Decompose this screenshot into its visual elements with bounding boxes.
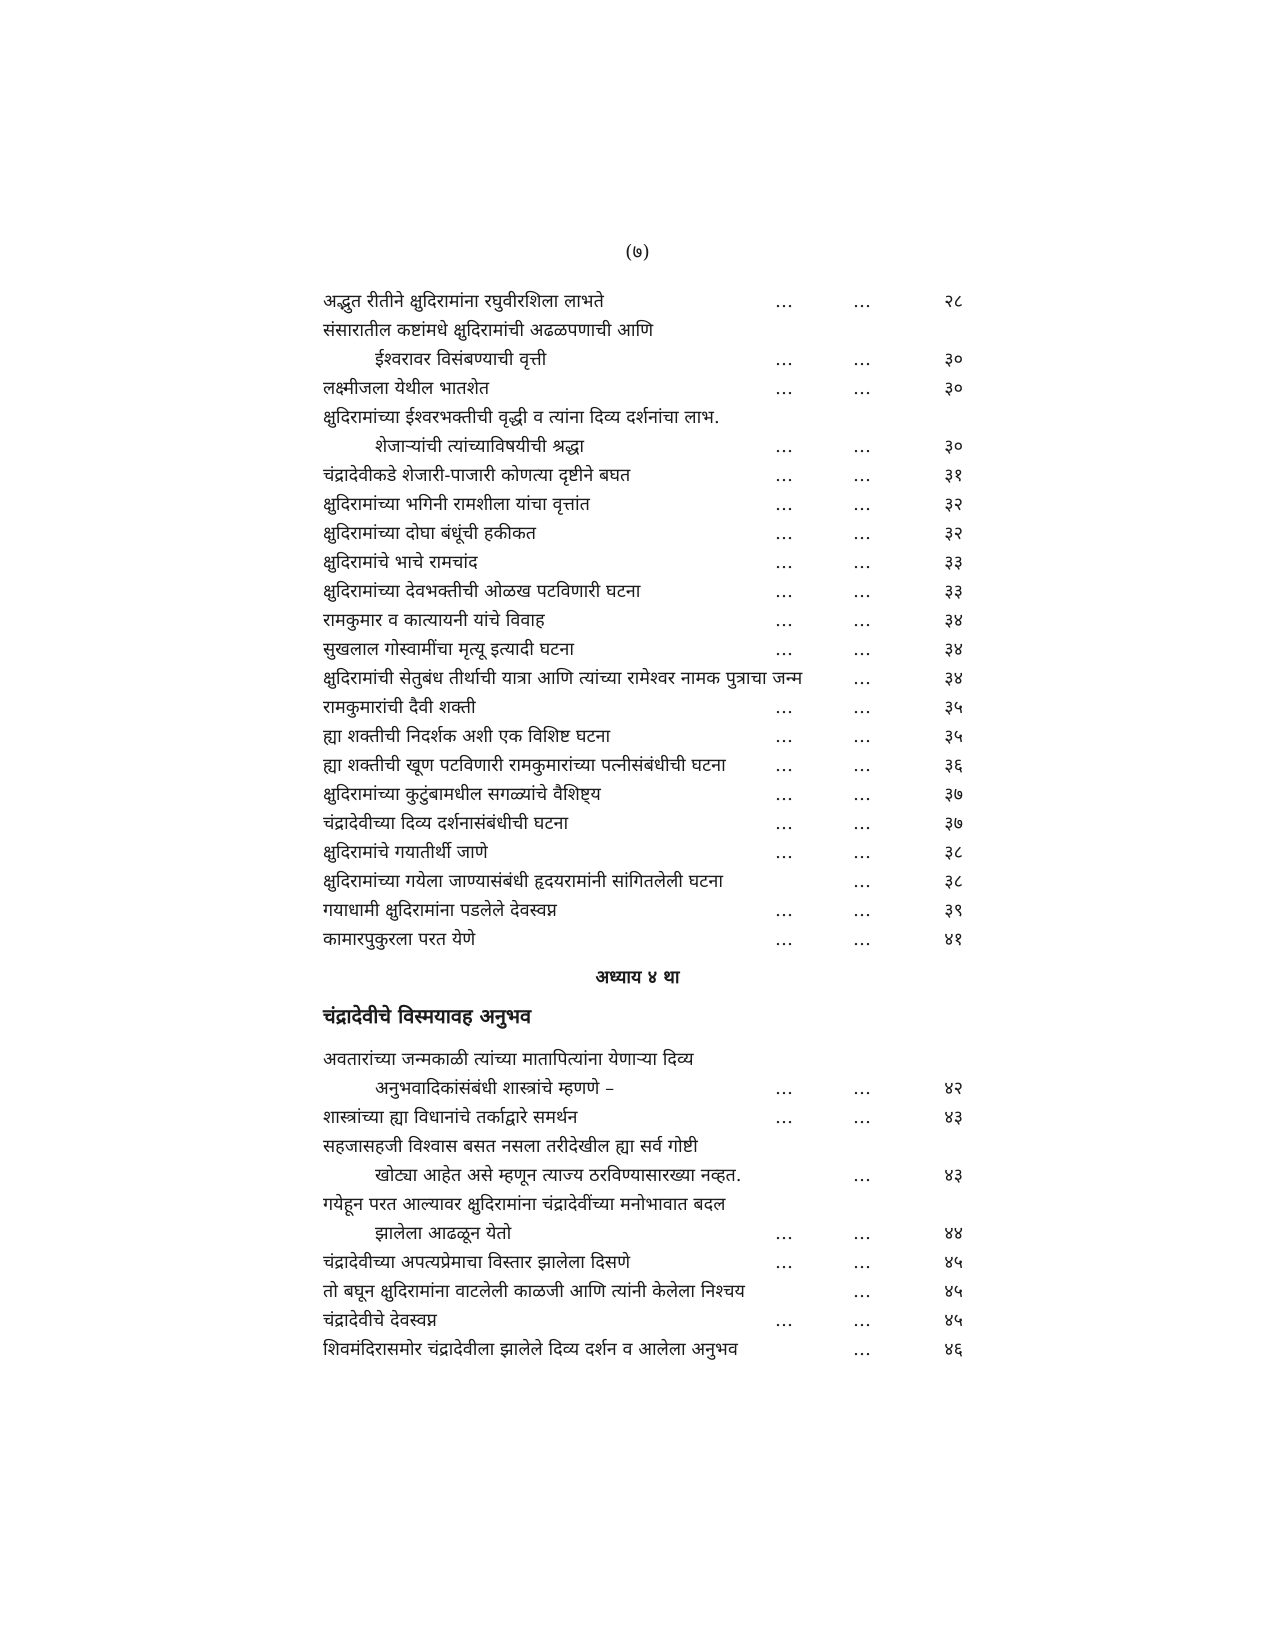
leader-dots: … bbox=[775, 929, 793, 950]
leader-dots: … bbox=[853, 1107, 871, 1128]
chapter-heading: अध्याय ४ था bbox=[595, 967, 680, 988]
leader-dots: … bbox=[775, 842, 793, 863]
leader-dots: … bbox=[775, 436, 793, 457]
leader-dots: … bbox=[775, 291, 793, 312]
leader-dots: … bbox=[775, 349, 793, 370]
toc-entry-title: अवतारांच्या जन्मकाळी त्यांच्या मातापित्यांना येणाऱ्या दिव्य bbox=[323, 1049, 694, 1070]
toc-entry-page: ३५ bbox=[944, 697, 963, 718]
toc-entry-page: २८ bbox=[944, 291, 963, 312]
leader-dots: … bbox=[853, 697, 871, 718]
toc-entry bbox=[323, 374, 963, 403]
leader-dots: … bbox=[775, 378, 793, 399]
toc-entry-page: ३० bbox=[944, 349, 963, 370]
leader-dots: … bbox=[853, 465, 871, 486]
toc-entry-page: ३७ bbox=[944, 784, 963, 805]
toc-entry bbox=[323, 577, 963, 606]
toc-entry-title: ईश्वरावर विसंबण्याची वृत्ती bbox=[375, 349, 547, 370]
toc-entry-title: अद्भुत रीतीने क्षुदिरामांना रघुवीरशिला लाभते bbox=[323, 291, 604, 312]
toc-entry bbox=[323, 1219, 963, 1248]
leader-dots: … bbox=[853, 784, 871, 805]
toc-entry-title: क्षुदिरामांचे भाचे रामचांद bbox=[323, 552, 478, 573]
leader-dots: … bbox=[775, 784, 793, 805]
toc-entry-title: झालेला आढळून येतो bbox=[375, 1223, 512, 1244]
leader-dots: … bbox=[853, 1223, 871, 1244]
toc-entry-page: ३० bbox=[944, 436, 963, 457]
leader-dots: … bbox=[775, 1078, 793, 1099]
toc-entry-page: ४५ bbox=[944, 1310, 963, 1331]
toc-entry-title: क्षुदिरामांच्या दोघा बंधूंची हकीकत bbox=[323, 523, 537, 544]
leader-dots: … bbox=[775, 697, 793, 718]
toc-entry-title: तो बघून क्षुदिरामांना वाटलेली काळजी आणि त्यांनी केलेला निश्चय bbox=[323, 1281, 745, 1302]
toc-entry-page: ४३ bbox=[944, 1165, 963, 1186]
leader-dots: … bbox=[775, 465, 793, 486]
toc-entry bbox=[323, 751, 963, 780]
toc-entry-page: ३८ bbox=[944, 871, 963, 892]
toc-entry-page: ३३ bbox=[944, 581, 963, 602]
toc-entry-title: शास्त्रांच्या ह्या विधानांचे तर्काद्वारे समर्थन bbox=[323, 1107, 578, 1128]
leader-dots: … bbox=[853, 929, 871, 950]
leader-dots: … bbox=[853, 436, 871, 457]
toc-entry bbox=[323, 1306, 963, 1335]
toc-entry-title: सुखलाल गोस्वामींचा मृत्यू इत्यादी घटना bbox=[323, 639, 574, 660]
leader-dots: … bbox=[853, 581, 871, 602]
toc-entry bbox=[323, 635, 963, 664]
leader-dots: … bbox=[775, 755, 793, 776]
toc-entry-page: ४६ bbox=[944, 1339, 963, 1360]
toc-entry-page: ३० bbox=[944, 378, 963, 399]
toc-entry-page: ३१ bbox=[944, 465, 963, 486]
toc-entry-page: ३९ bbox=[944, 900, 963, 921]
toc-entry bbox=[323, 1277, 963, 1306]
leader-dots: … bbox=[853, 871, 871, 892]
toc-entry bbox=[323, 1248, 963, 1277]
toc-entry-page: ३५ bbox=[944, 726, 963, 747]
section-title: चंद्रादेवीचे विस्मयावह अनुभव bbox=[323, 1004, 532, 1028]
toc-entry-title: क्षुदिरामांचे गयातीर्थी जाणे bbox=[323, 842, 488, 863]
leader-dots: … bbox=[853, 1165, 871, 1186]
toc-entry bbox=[323, 1161, 963, 1190]
toc-entry-title: क्षुदिरामांच्या कुटुंबामधील सगळ्यांचे वैशिष्ट्य bbox=[323, 784, 601, 805]
toc-entry bbox=[323, 316, 963, 345]
toc-entry bbox=[323, 1335, 963, 1364]
leader-dots: … bbox=[775, 639, 793, 660]
toc-entry-title: अनुभवादिकांसंबंधी शास्त्रांचे म्हणणे – bbox=[375, 1078, 615, 1099]
toc-entry bbox=[323, 287, 963, 316]
toc-entry-title: रामकुमारांची दैवी शक्ती bbox=[323, 697, 476, 718]
toc-entry-page: ३८ bbox=[944, 842, 963, 863]
leader-dots: … bbox=[775, 726, 793, 747]
leader-dots: … bbox=[853, 726, 871, 747]
toc-entry-page: ३४ bbox=[944, 639, 963, 660]
toc-entry-page: ३३ bbox=[944, 552, 963, 573]
toc-entry bbox=[323, 1074, 963, 1103]
toc-entry-title: क्षुदिरामांची सेतुबंध तीर्थाची यात्रा आणि त्यांच्या रामेश्वर नामक पुत्राचा जन्म bbox=[323, 668, 803, 689]
toc-entry-title: रामकुमार व कात्यायनी यांचे विवाह bbox=[323, 610, 545, 631]
toc-entry-title: चंद्रादेवीचे देवस्वप्न bbox=[323, 1310, 437, 1331]
toc-entry-title: चंद्रादेवीच्या अपत्यप्रेमाचा विस्तार झालेला दिसणे bbox=[323, 1252, 631, 1273]
toc-entry-title: शेजाऱ्यांची त्यांच्याविषयीची श्रद्धा bbox=[375, 436, 585, 457]
toc-entry-page: ४५ bbox=[944, 1252, 963, 1273]
leader-dots: … bbox=[853, 291, 871, 312]
leader-dots: … bbox=[853, 813, 871, 834]
toc-entry-title: चंद्रादेवीच्या दिव्य दर्शनासंबंधीची घटना bbox=[323, 813, 569, 834]
toc-entry-page: ४१ bbox=[944, 929, 963, 950]
toc-entry bbox=[323, 925, 963, 954]
toc-entry bbox=[323, 1132, 963, 1161]
page-number: (७) bbox=[625, 241, 650, 263]
toc-entry-title: कामारपुकुरला परत येणे bbox=[323, 929, 476, 950]
toc-entry bbox=[323, 548, 963, 577]
toc-entry bbox=[323, 722, 963, 751]
toc-entry-page: ४५ bbox=[944, 1281, 963, 1302]
leader-dots: … bbox=[853, 1310, 871, 1331]
toc-entry-page: ३२ bbox=[944, 494, 963, 515]
toc-entry-title: क्षुदिरामांच्या गयेला जाण्यासंबंधी हृदयरामांनी सांगितलेली घटना bbox=[323, 871, 724, 892]
leader-dots: … bbox=[853, 552, 871, 573]
toc-entry bbox=[323, 345, 963, 374]
toc-entry-page: ३४ bbox=[944, 610, 963, 631]
toc-entry bbox=[323, 461, 963, 490]
toc-entry-page: ३६ bbox=[944, 755, 963, 776]
toc-entry bbox=[323, 838, 963, 867]
toc-entry-title: गयाधामी क्षुदिरामांना पडलेले देवस्वप्न bbox=[323, 900, 557, 921]
toc-entry-title: गयेहून परत आल्यावर क्षुदिरामांना चंद्रादेवींच्या मनोभावात बदल bbox=[323, 1194, 726, 1215]
toc-entry-title: ह्या शक्तीची निदर्शक अशी एक विशिष्ट घटना bbox=[323, 726, 611, 747]
toc-entry-page: ४२ bbox=[944, 1078, 963, 1099]
leader-dots: … bbox=[775, 581, 793, 602]
toc-entry-title: लक्ष्मीजला येथील भातशेत bbox=[323, 378, 490, 399]
toc-entry bbox=[323, 780, 963, 809]
leader-dots: … bbox=[775, 900, 793, 921]
toc-entry-title: क्षुदिरामांच्या देवभक्तीची ओळख पटविणारी घटना bbox=[323, 581, 641, 602]
toc-entry bbox=[323, 1045, 963, 1074]
leader-dots: … bbox=[853, 378, 871, 399]
toc-entry bbox=[323, 1103, 963, 1132]
leader-dots: … bbox=[775, 494, 793, 515]
toc-list-1 bbox=[323, 287, 963, 954]
leader-dots: … bbox=[853, 842, 871, 863]
toc-entry-title: सहजासहजी विश्वास बसत नसला तरीदेखील ह्या सर्व गोष्टी bbox=[323, 1136, 698, 1157]
toc-entry-title: क्षुदिरामांच्या ईश्वरभक्तीची वृद्धी व त्यांना दिव्य दर्शनांचा लाभ. bbox=[323, 407, 720, 428]
leader-dots: … bbox=[775, 1223, 793, 1244]
leader-dots: … bbox=[775, 552, 793, 573]
leader-dots: … bbox=[853, 1252, 871, 1273]
leader-dots: … bbox=[775, 1252, 793, 1273]
toc-entry bbox=[323, 693, 963, 722]
leader-dots: … bbox=[853, 1078, 871, 1099]
toc-entry-title: शिवमंदिरासमोर चंद्रादेवीला झालेले दिव्य दर्शन व आलेला अनुभव bbox=[323, 1339, 738, 1360]
toc-entry-title: ह्या शक्तीची खूण पटविणारी रामकुमारांच्या पत्नीसंबंधीची घटना bbox=[323, 755, 726, 776]
leader-dots: … bbox=[853, 1281, 871, 1302]
leader-dots: … bbox=[775, 1107, 793, 1128]
toc-entry bbox=[323, 1190, 963, 1219]
toc-entry bbox=[323, 809, 963, 838]
toc-entry bbox=[323, 896, 963, 925]
leader-dots: … bbox=[853, 494, 871, 515]
toc-entry bbox=[323, 664, 963, 693]
toc-entry-page: ४४ bbox=[944, 1223, 963, 1244]
toc-entry-page: ३४ bbox=[944, 668, 963, 689]
toc-entry-title: चंद्रादेवीकडे शेजारी-पाजारी कोणत्या दृष्टीने बघत bbox=[323, 465, 631, 486]
leader-dots: … bbox=[775, 1310, 793, 1331]
toc-entry bbox=[323, 403, 963, 432]
leader-dots: … bbox=[853, 668, 871, 689]
leader-dots: … bbox=[853, 349, 871, 370]
leader-dots: … bbox=[853, 755, 871, 776]
toc-entry bbox=[323, 490, 963, 519]
toc-entry-title: संसारातील कष्टांमधे क्षुदिरामांची अढळपणाची आणि bbox=[323, 320, 654, 341]
toc-entry-title: खोट्या आहेत असे म्हणून त्याज्य ठरविण्यासारख्या नव्हत. bbox=[375, 1165, 742, 1186]
leader-dots: … bbox=[775, 523, 793, 544]
toc-entry-page: ४३ bbox=[944, 1107, 963, 1128]
leader-dots: … bbox=[853, 1339, 871, 1360]
leader-dots: … bbox=[775, 610, 793, 631]
toc-entry bbox=[323, 519, 963, 548]
leader-dots: … bbox=[853, 900, 871, 921]
toc-entry-page: ३२ bbox=[944, 523, 963, 544]
toc-entry bbox=[323, 867, 963, 896]
toc-entry bbox=[323, 432, 963, 461]
toc-entry bbox=[323, 606, 963, 635]
toc-entry-page: ३७ bbox=[944, 813, 963, 834]
leader-dots: … bbox=[853, 523, 871, 544]
leader-dots: … bbox=[775, 813, 793, 834]
leader-dots: … bbox=[853, 610, 871, 631]
leader-dots: … bbox=[853, 639, 871, 660]
toc-entry-title: क्षुदिरामांच्या भगिनी रामशीला यांचा वृत्तांत bbox=[323, 494, 590, 515]
toc-list-2 bbox=[323, 1045, 963, 1364]
